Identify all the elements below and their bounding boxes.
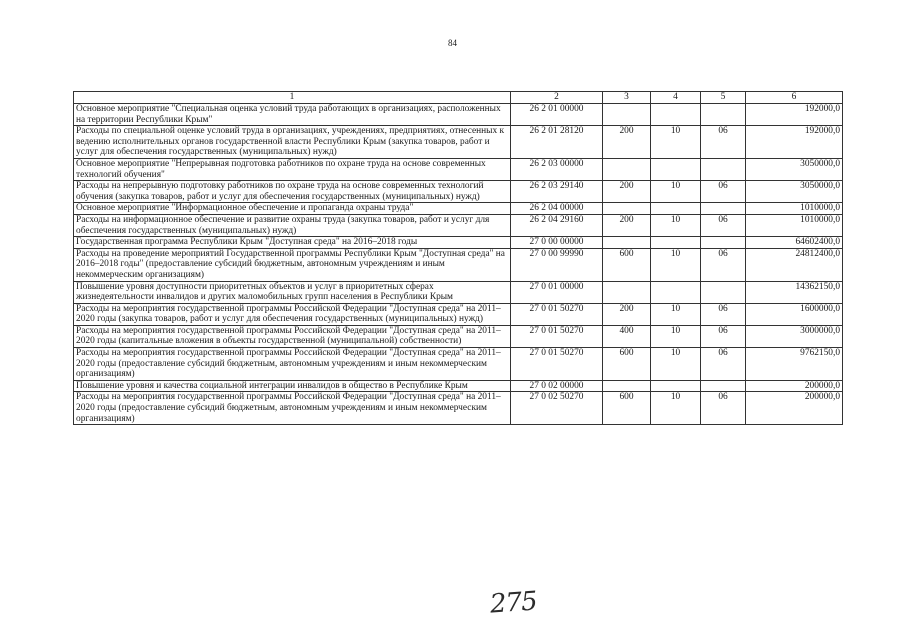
row-col4-cell: 10: [651, 214, 701, 236]
row-col4-cell: [651, 237, 701, 249]
row-col3-cell: [603, 380, 651, 392]
table-header-row: [74, 92, 843, 104]
row-name-cell: Расходы на мероприятия государственной программы Российской Федерации "Доступная среда" на 2011–2020 годы (предоставление субсидий бюджетным, автономным учреждениям и иным некоммерческим организациям): [74, 392, 511, 425]
row-amount-cell: 200000,0: [746, 392, 843, 425]
row-col3-cell: 200: [603, 214, 651, 236]
table-row: [74, 126, 843, 159]
row-col4-cell: 10: [651, 181, 701, 203]
row-amount-cell: 3050000,0: [746, 181, 843, 203]
row-col3-cell: [603, 237, 651, 249]
row-amount-cell: 3000000,0: [746, 325, 843, 347]
table-row: [74, 392, 843, 425]
row-col5-cell: [701, 104, 746, 126]
row-name-cell: Основное мероприятие "Непрерывная подготовка работников по охране труда на основе современных технологий обучения": [74, 158, 511, 180]
row-name-cell: Повышение уровня доступности приоритетных объектов и услуг в приоритетных сферах жизнедеятельности инвалидов и других маломобильных групп населения в Республики Крым: [74, 281, 511, 303]
row-col3-cell: 400: [603, 325, 651, 347]
row-col5-cell: 06: [701, 181, 746, 203]
row-col5-cell: 06: [701, 348, 746, 381]
row-code-cell: 26 2 04 00000: [511, 203, 603, 215]
row-code-cell: 26 2 03 29140: [511, 181, 603, 203]
row-col4-cell: 10: [651, 325, 701, 347]
budget-table: [73, 91, 843, 425]
table-row: [74, 214, 843, 236]
row-col3-cell: 200: [603, 303, 651, 325]
table-row: [74, 248, 843, 281]
column-header: 4: [651, 92, 701, 104]
row-col5-cell: 06: [701, 214, 746, 236]
row-code-cell: 26 2 04 29160: [511, 214, 603, 236]
row-code-cell: 27 0 00 00000: [511, 237, 603, 249]
row-col5-cell: 06: [701, 325, 746, 347]
row-amount-cell: 24812400,0: [746, 248, 843, 281]
row-col4-cell: 10: [651, 392, 701, 425]
row-amount-cell: 3050000,0: [746, 158, 843, 180]
row-amount-cell: 1010000,0: [746, 214, 843, 236]
row-col4-cell: [651, 281, 701, 303]
row-col5-cell: 06: [701, 392, 746, 425]
row-code-cell: 26 2 03 00000: [511, 158, 603, 180]
row-amount-cell: 1010000,0: [746, 203, 843, 215]
column-header: 2: [511, 92, 603, 104]
table-row: [74, 325, 843, 347]
table-row: [74, 158, 843, 180]
table-row: [74, 281, 843, 303]
column-header: 3: [603, 92, 651, 104]
row-name-cell: Государственная программа Республики Крым "Доступная среда" на 2016–2018 годы: [74, 237, 511, 249]
row-code-cell: 27 0 00 99990: [511, 248, 603, 281]
row-col3-cell: 600: [603, 248, 651, 281]
row-name-cell: Расходы на информационное обеспечение и развитие охраны труда (закупка товаров, работ и услуг для обеспечения государственных (муниципальных) нужд): [74, 214, 511, 236]
row-col3-cell: 200: [603, 181, 651, 203]
row-amount-cell: 64602400,0: [746, 237, 843, 249]
row-col5-cell: [701, 237, 746, 249]
row-col5-cell: 06: [701, 126, 746, 159]
row-amount-cell: 200000,0: [746, 380, 843, 392]
row-col4-cell: [651, 158, 701, 180]
row-col5-cell: [701, 281, 746, 303]
table-row: [74, 348, 843, 381]
row-col3-cell: [603, 158, 651, 180]
table-row: [74, 181, 843, 203]
row-amount-cell: 192000,0: [746, 126, 843, 159]
row-name-cell: Расходы по специальной оценке условий труда в организациях, учреждениях, предприятиях, отнесенных к ведению исполнительных органов государственной власти Республики Крым (закупка товаров, работ и услуг для обеспечения государственных (муниципальных) нужд): [74, 126, 511, 159]
row-name-cell: Расходы на проведение мероприятий Государственной программы Республики Крым "Доступная среда" на 2016–2018 годы" (предоставление субсидий бюджетным, автономным учреждениям и иным некоммерческим организациям): [74, 248, 511, 281]
row-col3-cell: 200: [603, 126, 651, 159]
row-amount-cell: 1600000,0: [746, 303, 843, 325]
row-code-cell: 27 0 02 50270: [511, 392, 603, 425]
page-number: 84: [448, 38, 457, 48]
row-name-cell: Расходы на мероприятия государственной программы Российской Федерации "Доступная среда" на 2011–2020 годы (капитальные вложения в объекты государственной (муниципальной) собственности): [74, 325, 511, 347]
row-col4-cell: [651, 104, 701, 126]
row-name-cell: Расходы на непрерывную подготовку работников по охране труда на основе современных технологий обучения (закупка товаров, работ и услуг для обеспечения государственных (муниципальных) нужд): [74, 181, 511, 203]
row-code-cell: 27 0 01 50270: [511, 348, 603, 381]
row-code-cell: 26 2 01 00000: [511, 104, 603, 126]
row-code-cell: 27 0 02 00000: [511, 380, 603, 392]
row-col4-cell: [651, 203, 701, 215]
column-header: 6: [746, 92, 843, 104]
row-col5-cell: [701, 203, 746, 215]
column-header: 5: [701, 92, 746, 104]
row-col5-cell: 06: [701, 248, 746, 281]
row-col4-cell: [651, 380, 701, 392]
table-row: [74, 380, 843, 392]
row-col3-cell: 600: [603, 348, 651, 381]
table-row: [74, 237, 843, 249]
row-name-cell: Расходы на мероприятия государственной программы Российской Федерации "Доступная среда" на 2011–2020 годы (закупка товаров, работ и услуг для обеспечения государственных (муниципальных) нужд): [74, 303, 511, 325]
row-amount-cell: 14362150,0: [746, 281, 843, 303]
row-col3-cell: 600: [603, 392, 651, 425]
row-col4-cell: 10: [651, 303, 701, 325]
handwritten-page-mark: 275: [489, 586, 538, 620]
row-code-cell: 27 0 01 00000: [511, 281, 603, 303]
row-code-cell: 26 2 01 28120: [511, 126, 603, 159]
table-row: [74, 203, 843, 215]
row-name-cell: Расходы на мероприятия государственной программы Российской Федерации "Доступная среда" на 2011–2020 годы (предоставление субсидий бюджетным, автономным учреждениям и иным некоммерческим организациям): [74, 348, 511, 381]
row-col4-cell: 10: [651, 348, 701, 381]
row-col4-cell: 10: [651, 248, 701, 281]
row-col4-cell: 10: [651, 126, 701, 159]
row-amount-cell: 9762150,0: [746, 348, 843, 381]
row-col3-cell: [603, 281, 651, 303]
row-amount-cell: 192000,0: [746, 104, 843, 126]
table-row: [74, 104, 843, 126]
row-col5-cell: 06: [701, 303, 746, 325]
column-header: 1: [74, 92, 511, 104]
row-col3-cell: [603, 104, 651, 126]
row-col3-cell: [603, 203, 651, 215]
table-body: [74, 104, 843, 425]
row-code-cell: 27 0 01 50270: [511, 303, 603, 325]
row-col5-cell: [701, 158, 746, 180]
row-name-cell: Основное мероприятие "Специальная оценка условий труда работающих в организациях, расположенных на территории Республики Крым": [74, 104, 511, 126]
row-name-cell: Основное мероприятие "Информационное обеспечение и пропаганда охраны труда": [74, 203, 511, 215]
row-col5-cell: [701, 380, 746, 392]
row-code-cell: 27 0 01 50270: [511, 325, 603, 347]
table-row: [74, 303, 843, 325]
row-name-cell: Повышение уровня и качества социальной интеграции инвалидов в общество в Республике Крым: [74, 380, 511, 392]
